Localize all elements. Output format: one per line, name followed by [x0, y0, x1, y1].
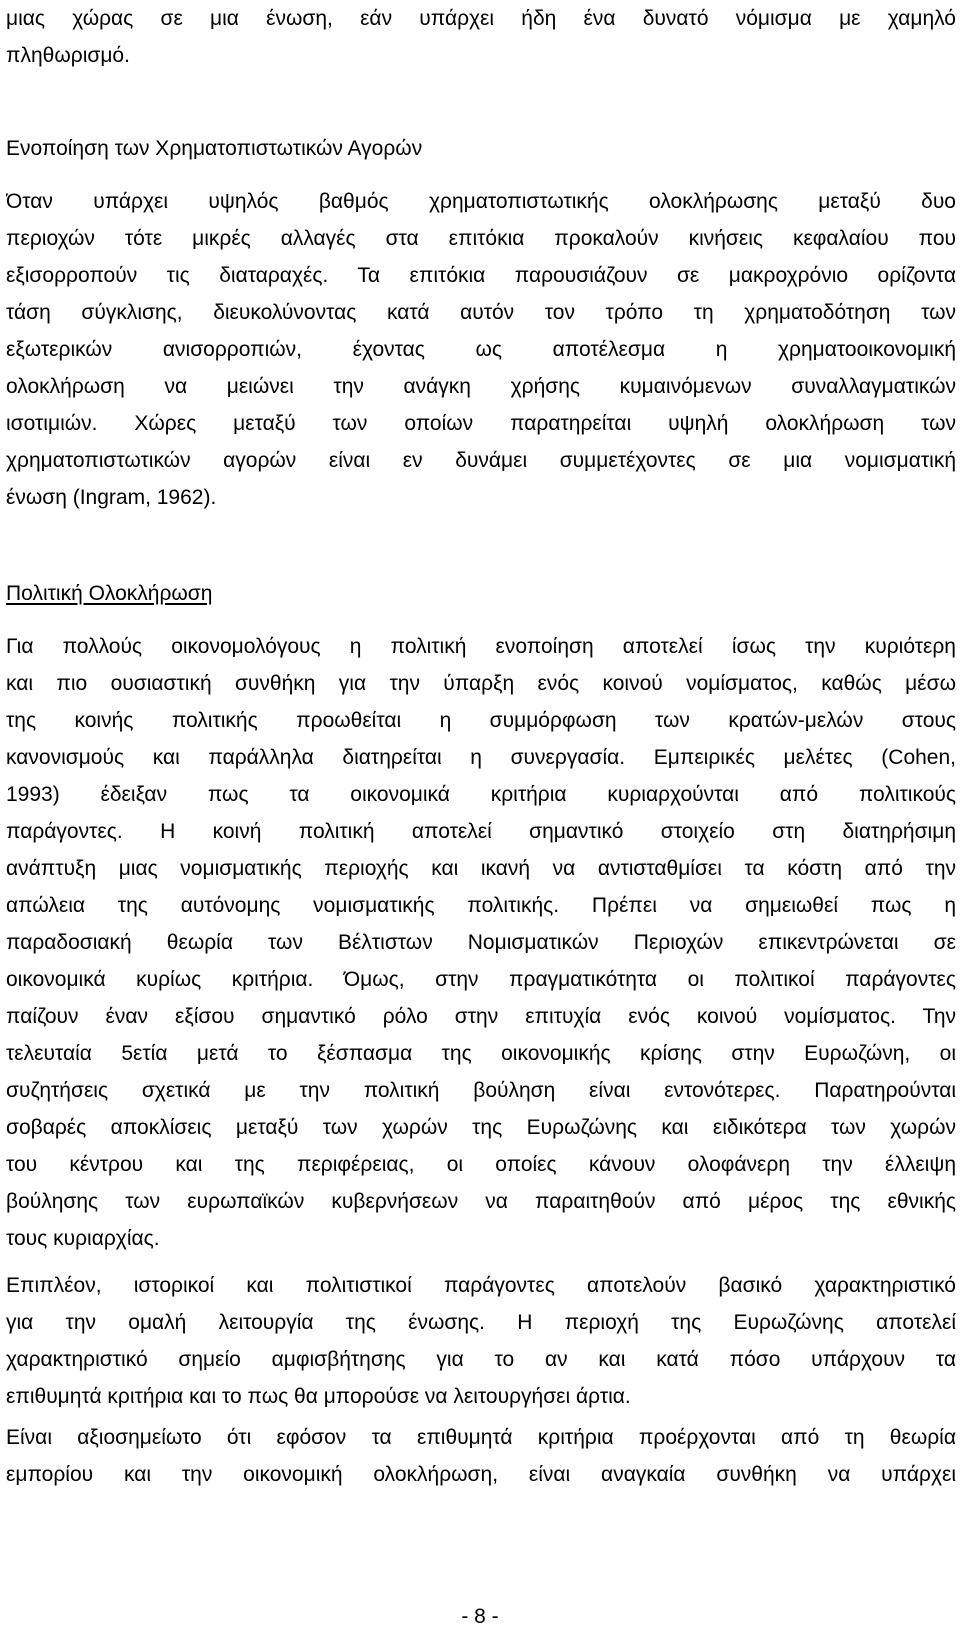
text-line: περιοχών τότε μικρές αλλαγές στα επιτόκια προκαλούν κινήσεις κεφαλαίου που	[6, 227, 956, 250]
text-line: παράγοντες. Η κοινή πολιτική αποτελεί σημαντικό στοιχείο στη διατηρήσιμη	[6, 820, 956, 843]
text-line: εξωτερικών ανισορροπιών, έχοντας ως αποτέλεσμα η χρηματοοικονομική	[6, 338, 956, 361]
page-number: - 8 -	[461, 1605, 499, 1628]
text-line: εξισορροπούν τις διαταραχές. Τα επιτόκια παρουσιάζουν σε μακροχρόνιο ορίζοντα	[6, 264, 956, 287]
text-line: και πιο ουσιαστική συνθήκη για την ύπαρξη ενός κοινού νομίσματος, καθώς μέσω	[6, 672, 956, 695]
text-line: του κέντρου και της περιφέρειας, οι οποίες κάνουν ολοφάνερη την έλλειψη	[6, 1153, 956, 1176]
text-line: οικονομικά κυρίως κριτήρια. Όμως, στην πραγματικότητα οι πολιτικοί παράγοντες	[6, 968, 956, 991]
text-line: απώλεια της αυτόνομης νομισματικής πολιτικής. Πρέπει να σημειωθεί πως η	[6, 894, 956, 917]
text-line: σοβαρές αποκλίσεις μεταξύ των χωρών της Ευρωζώνης και ειδικότερα των χωρών	[6, 1116, 956, 1139]
text-line: τάση σύγκλισης, διευκολύνοντας κατά αυτόν τον τρόπο τη χρηματοδότηση των	[6, 301, 956, 324]
text-line: χρηματοπιστωτικών αγορών είναι εν δυνάμει συμμετέχοντες σε μια νομισματική	[6, 449, 956, 472]
text-line: ισοτιμιών. Χώρες μεταξύ των οποίων παρατηρείται υψηλή ολοκλήρωση των	[6, 412, 956, 435]
text-line: τους κυριαρχίας.	[6, 1227, 160, 1250]
text-line: παίζουν έναν εξίσου σημαντικό ρόλο στην επιτυχία ενός κοινού νομίσματος. Την	[6, 1005, 956, 1028]
text-line: πληθωρισμό.	[6, 44, 130, 67]
text-line: βούλησης των ευρωπαϊκών κυβερνήσεων να παραιτηθούν από μέρος της εθνικής	[6, 1190, 956, 1213]
section1-paragraph	[6, 183, 956, 516]
section-heading-financial-markets	[6, 130, 422, 167]
text-line: κανονισμούς και παράλληλα διατηρείται η συνεργασία. Εμπειρικές μελέτες (Cohen,	[6, 746, 956, 769]
text-line: επιθυμητά κριτήρια και το πως θα μπορούσε να λειτουργήσει άρτια.	[6, 1385, 631, 1408]
text-line: 1993) έδειξαν πως τα οικονομικά κριτήρια κυριαρχούνται από πολιτικούς	[6, 783, 956, 806]
section2-paragraph-1	[6, 628, 956, 1257]
section-heading-political-integration	[6, 575, 212, 612]
text-line: Επιπλέον, ιστορικοί και πολιτιστικοί παράγοντες αποτελούν βασικό χαρακτηριστικό	[6, 1274, 956, 1297]
text-line: της κοινής πολιτικής προωθείται η συμμόρφωση των κρατών-μελών στους	[6, 709, 956, 732]
text-line: Όταν υπάρχει υψηλός βαθμός χρηματοπιστωτικής ολοκλήρωσης μεταξύ δυο	[6, 190, 956, 213]
text-line: ολοκλήρωση να μειώνει την ανάγκη χρήσης κυμαινόμενων συναλλαγματικών	[6, 375, 956, 398]
text-line: για την ομαλή λειτουργία της ένωσης. Η περιοχή της Ευρωζώνης αποτελεί	[6, 1311, 956, 1334]
text-line: εμπορίου και την οικονομική ολοκλήρωση, είναι αναγκαία συνθήκη να υπάρχει	[6, 1463, 956, 1486]
text-line: ανάπτυξη μιας νομισματικής περιοχής και ικανή να αντισταθμίσει τα κόστη από την	[6, 857, 956, 880]
heading-text: Πολιτική Ολοκλήρωση	[6, 582, 213, 605]
text-line: χαρακτηριστικό σημείο αμφισβήτησης για το αν και κατά πόσο υπάρχουν τα	[6, 1348, 956, 1371]
text-line: μιας χώρας σε μια ένωση, εάν υπάρχει ήδη ένα δυνατό νόμισμα με χαμηλό	[6, 7, 956, 30]
text-line: τελευταία 5ετία μετά το ξέσπασμα της οικονομικής κρίσης στην Ευρωζώνη, οι	[6, 1042, 956, 1065]
section2-paragraph-2	[6, 1267, 956, 1415]
text-line: παραδοσιακή θεωρία των Βέλτιστων Νομισματικών Περιοχών επικεντρώνεται σε	[6, 931, 956, 954]
intro-paragraph	[6, 0, 956, 74]
text-line: ένωση (Ingram, 1962).	[6, 486, 217, 509]
section2-paragraph-3	[6, 1419, 956, 1493]
text-line: συζητήσεις σχετικά με την πολιτική βούληση είναι εντονότερες. Παρατηρούνται	[6, 1079, 956, 1102]
text-line: Για πολλούς οικονομολόγους η πολιτική ενοποίηση αποτελεί ίσως την κυριότερη	[6, 635, 956, 658]
text-line: Είναι αξιοσημείωτο ότι εφόσον τα επιθυμητά κριτήρια προέρχονται από τη θεωρία	[6, 1426, 956, 1449]
heading-text: Ενοποίηση των Χρηματοπιστωτικών Αγορών	[6, 137, 423, 160]
